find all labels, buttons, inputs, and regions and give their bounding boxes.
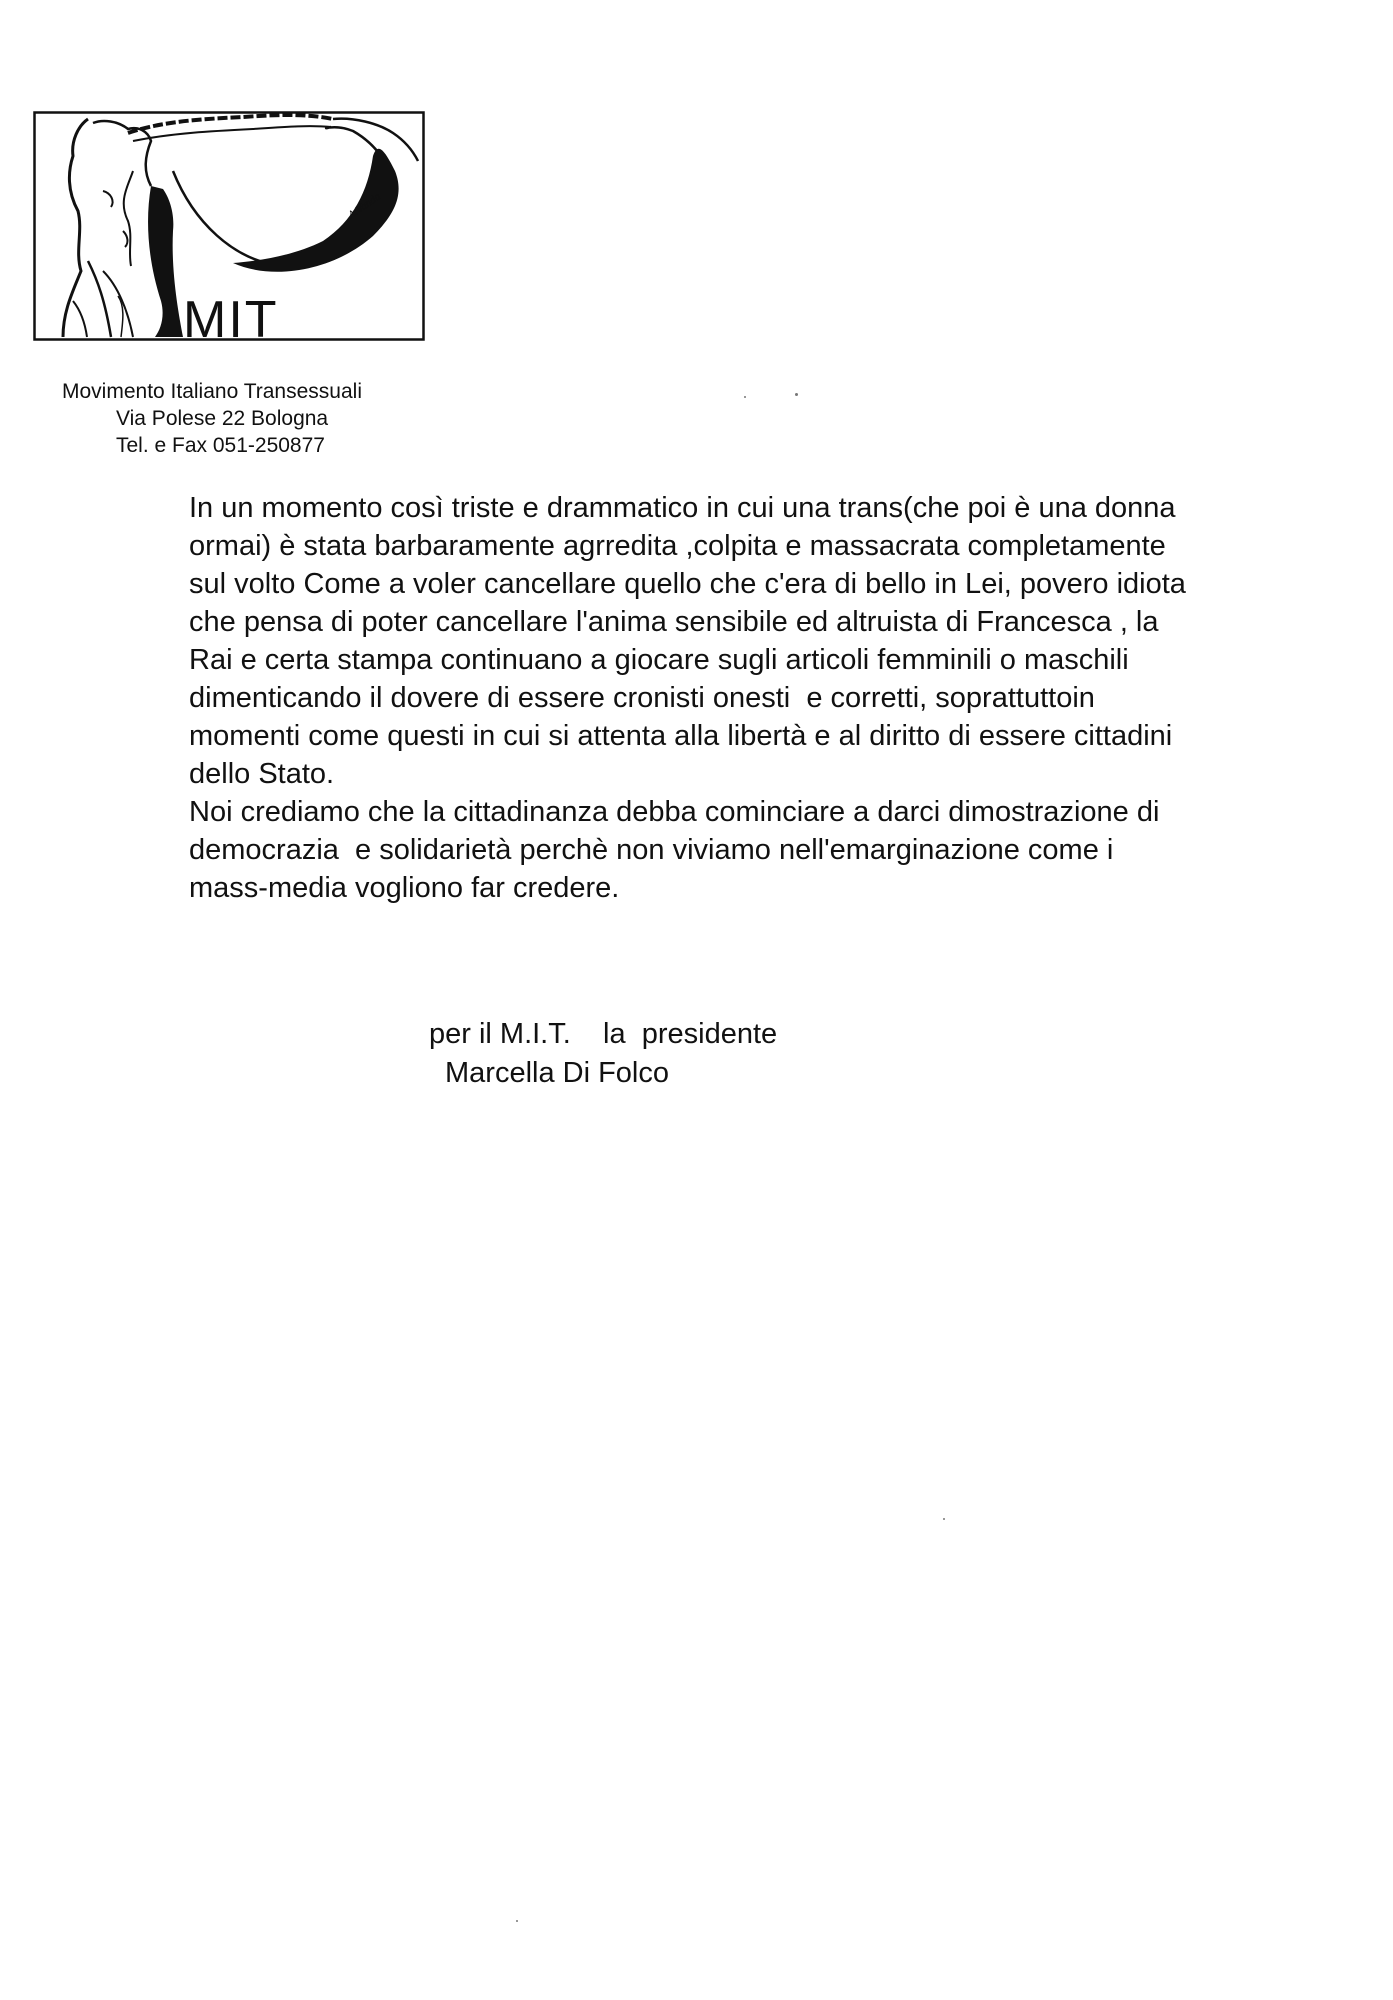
signature-role: per il M.I.T. la presidente (429, 1018, 778, 1050)
organization-name: Movimento Italiano Transessuali (62, 380, 362, 403)
letter-body (189, 489, 1199, 907)
logo-signature: A.Vanda (345, 190, 384, 222)
body-paragraph-2: Noi crediamo che la cittadinanza debba cominciare a darci dimostrazione di democrazia e solidarietà perchè non viviamo nell'emarginazione come i mass-media vogliono far credere. (189, 796, 1168, 904)
organization-address: Via Polese 22 Bologna (116, 407, 329, 430)
body-paragraph-1: In un momento così triste e drammatico in cui una trans(che poi è una donna ormai) è stata barbaramente agrredita ,colpita e massacrata completamente sul volto Come a voler cancellare quello che c'era di bello in Lei, povero idiota che pensa di poter cancellare l'anima sensibile ed altruista di Francesca , la Rai e certa stampa continuano a giocare sugli articoli femminili o maschili dimenticando il dovere di essere cronisti onesti e corretti, soprattuttoin momenti come questi in cui si attenta alla libertà e al diritto di essere cittadini dello Stato. (189, 492, 1194, 790)
organization-contact: Tel. e Fax 051-250877 (116, 434, 325, 457)
paper-speck (795, 393, 798, 396)
letterhead (48, 378, 448, 459)
paper-speck (516, 1920, 518, 1922)
paper-speck (943, 1518, 945, 1520)
signature-name: Marcella Di Folco (445, 1057, 669, 1089)
signature-block (429, 1015, 929, 1093)
logo-letters: MIT (183, 291, 279, 341)
mit-logo (33, 111, 425, 341)
paper-speck (744, 396, 746, 398)
